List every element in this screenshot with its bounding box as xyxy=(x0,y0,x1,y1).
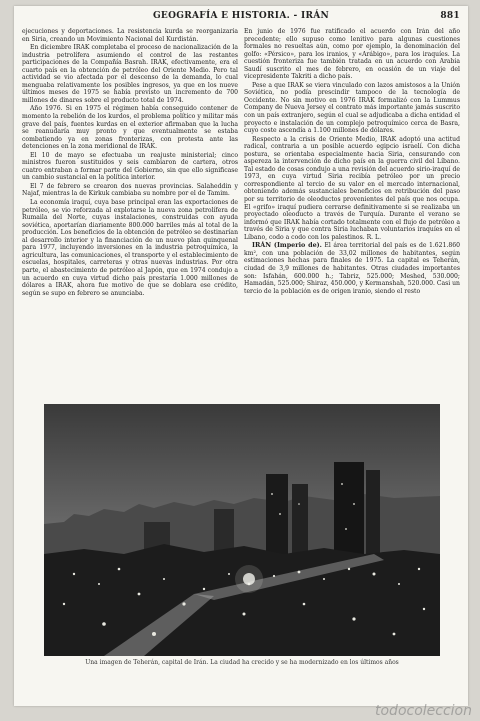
paragraph: En diciembre IRAK completaba el proceso de nacionalización de la industria petrolífera asumiendo el control de las restantes participaciones de la Compañía Basrah. IRAK, efectivamente, era el cuarto país en la obtención de petróleo del Oriente Medio. Pero tal actividad se vio afectada por el descenso de la demanda, lo cual menguaba relativamente los posibles ingresos, ya que en los nueve últimos meses de 1975 se había previsto un incremento de 700 millones de dinares sobre el producto total de 1974. xyxy=(22,44,238,104)
paragraph: ejecuciones y deportaciones. La resistencia kurda se reorganizaría en Siria, creando un Movimiento Nacional del Kurdistán. xyxy=(22,28,238,43)
city-skyline-illustration xyxy=(44,404,440,656)
running-title: GEOGRAFÍA E HISTORIA. - IRÁN xyxy=(152,11,330,21)
iran-paragraph xyxy=(244,242,460,295)
book-page xyxy=(14,6,468,706)
paragraph: El 10 de mayo se efectuaba un reajuste ministerial; cinco ministros fueron sustituidos y seis cambiaron de cartera, otros cuatro entraban a formar parte del Gobierno, sin que ello significase un cambio sustancial en la política interior. xyxy=(22,151,238,182)
left-column xyxy=(22,28,238,398)
page-number: 881 xyxy=(440,11,460,21)
paragraph: Pese a que IRAK se viera vinculado con lazos amistosos a la Unión Soviética, no podía prescindir tampoco de la tecnología de Occidente. No sin motivo en 1976 IRAK formalizó con la Lummus Company de Nueva Jersey el contrato más importante jamás suscrito con un país extranjero, según el cual se adjudicaba a dicha entidad el proyecto e instalación de un complejo petroquímico cerca de Basra, cuyo coste ascendía a 1.100 millones de dólares. xyxy=(244,81,460,135)
paragraph: En junio de 1976 fue ratificado el acuerdo con Irán del año precedente; ello supuso como lenitivo para algunas cuestiones formales no resueltas aún, como por ejemplo, la denominación del golfo: «Pérsico», para los iranios, y «Arábigo», para los iraquíes. La cuestión fronteriza fue también tratada en un acuerdo con Arabia Saudí suscrito el mes de febrero, en ocasión de un viaje del vicepresidente Takriti a dicho país. xyxy=(244,28,460,81)
paragraph: El 7 de febrero se crearon dos nuevas provincias. Salaheddin y Najaf, mientras la de Kirkuk cambiaba su nombre por el de Tamim. xyxy=(22,182,238,198)
paragraph: Año 1976. Si en 1975 el régimen había conseguido contener de momento la rebelión de los kurdos, el problema político y militar más grave del país, fuentes kurdas en el exterior afirmaban que la lucha se reanudaría muy pronto y que eventualmente se estaba combatiendo ya en zonas fronterizas, con protesta ante las detenciones en la zona meridional de IRAK. xyxy=(22,105,238,151)
tehran-night-photo xyxy=(44,404,440,656)
watermark: todocoleccion xyxy=(375,703,472,719)
iran-text: El área territorial del país es de 1.621.860 km², con una población de 33,02 millones de habitantes, según estimaciones hechas para finales de 1975. La capital es Teherán, ciudad de 3,9 millones de habitantes. Otras ciudades importantes son: Isfahán, 600.000 h.; Tabriz, 525.000; Meshed, 530.000; Hamadán, 525.000; Shiraz, 450.000, y Kermanshah, 520.000. Casi un tercio de la población es de origen iranio, siendo el resto xyxy=(244,242,460,295)
paragraph: La economía iraquí, cuya base principal eran las exportaciones de petróleo, se vio reforzada al explotarse la nueva zona petrolífera de Rumaila del Norte, cuyas instalaciones, construidas con ayuda soviética, aportarían diariamente 800.000 barriles más al total de la producción. Los beneficios de la obtención de petróleo se destinarían al desarrollo interior y la financiación de un nuevo plan quinquenal para 1977, incluyendo inversiones en la industria petroquímica, la agricultura, las comunicaciones, el transporte y el establecimiento de escuelas, hospitales, carreteras y otras nuevas industrias. Por otra parte, el abastecimiento de petróleo al Japón, que en 1974 condujo a un acuerdo en cuya virtud dicho país prestaría 1.000 millones de dólares a IRAK, ahora fue motivo de que se doblara ese crédito, según se supo en febrero se anunciaba. xyxy=(22,199,238,297)
iran-heading: IRÁN (Imperio de). xyxy=(252,241,322,250)
photo-caption: Una imagen de Teherán, capital de Irán. La ciudad ha crecido y se ha modernizado en los últimos años xyxy=(85,659,399,666)
page-header xyxy=(14,8,468,26)
text-columns xyxy=(22,28,460,398)
paragraph: Respecto a la crisis de Oriente Medio, IRAK adoptó una actitud radical, contraria a un posible acuerdo egipcio israelí. Con dicha postura, se orientaba especialmente hacia Siria, censurando con aspereza la intervención de dicho país en la guerra civil del Líbano. Tal estado de cosas condujo a una revisión del acuerdo sirio-iraquí de 1973, en cuya virtud Siria recibía petróleo por un precio correspondiente al tercio de su valor en el mercado internacional, obteniendo además sustanciales beneficios en retribución del paso por su territorio de oleoductos provenientes del país que nos ocupa. El «grifo» iraquí pudiera cerrarse definitivamente si se realizaba un proyectado oleoducto a través de Turquía. Durante el verano se informó que IRAK había cortado totalmente con el flujo de petróleo a través de Siria y que contra Siria luchaban voluntarios iraquíes en el Líbano, codo a codo con los palestinos. R. L. xyxy=(244,135,460,241)
right-column xyxy=(244,28,460,398)
